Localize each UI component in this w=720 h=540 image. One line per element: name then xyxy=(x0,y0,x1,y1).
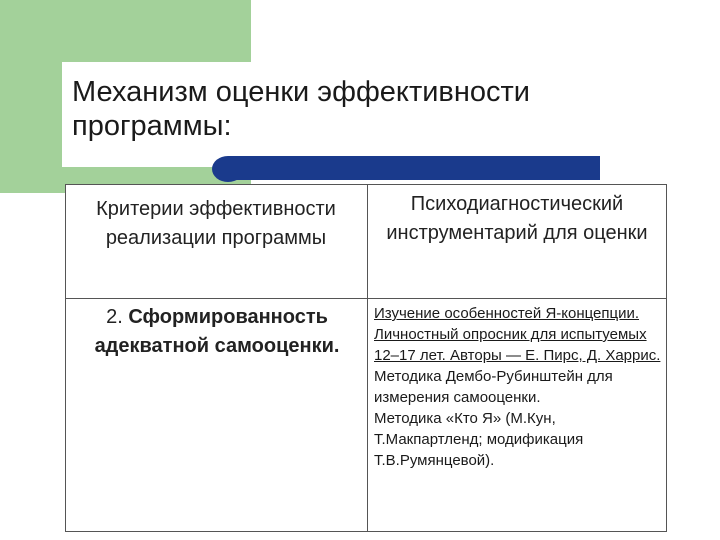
evaluation-table xyxy=(65,184,667,532)
decorative-blue-bar xyxy=(228,156,600,180)
table-column-divider xyxy=(367,185,368,531)
tool-item: Изучение особенностей Я-концепции. Личностный опросник для испытуемых 12–17 лет. Авторы — Е. Пирс, Д. Харрис. xyxy=(374,305,661,364)
criterion-number: 2. xyxy=(106,306,123,328)
criterion-text: Сформированность адекватной самооценки. xyxy=(94,306,340,357)
header-tools: Психодиагностический инструментарий для оценки xyxy=(386,193,648,244)
slide-title: Механизм оценки эффективности программы: xyxy=(72,76,530,142)
criterion-cell xyxy=(68,303,366,361)
tool-item: Методика «Кто Я» (М.Кун, Т.Макпартленд; модификация Т.В.Румянцевой). xyxy=(374,410,584,469)
table-row-divider xyxy=(66,298,666,299)
tool-item: Методика Дембо-Рубинштейн для измерения самооценки. xyxy=(374,368,613,406)
header-criteria: Критерии эффективности реализации программы xyxy=(96,198,336,249)
tools-cell xyxy=(374,303,664,471)
